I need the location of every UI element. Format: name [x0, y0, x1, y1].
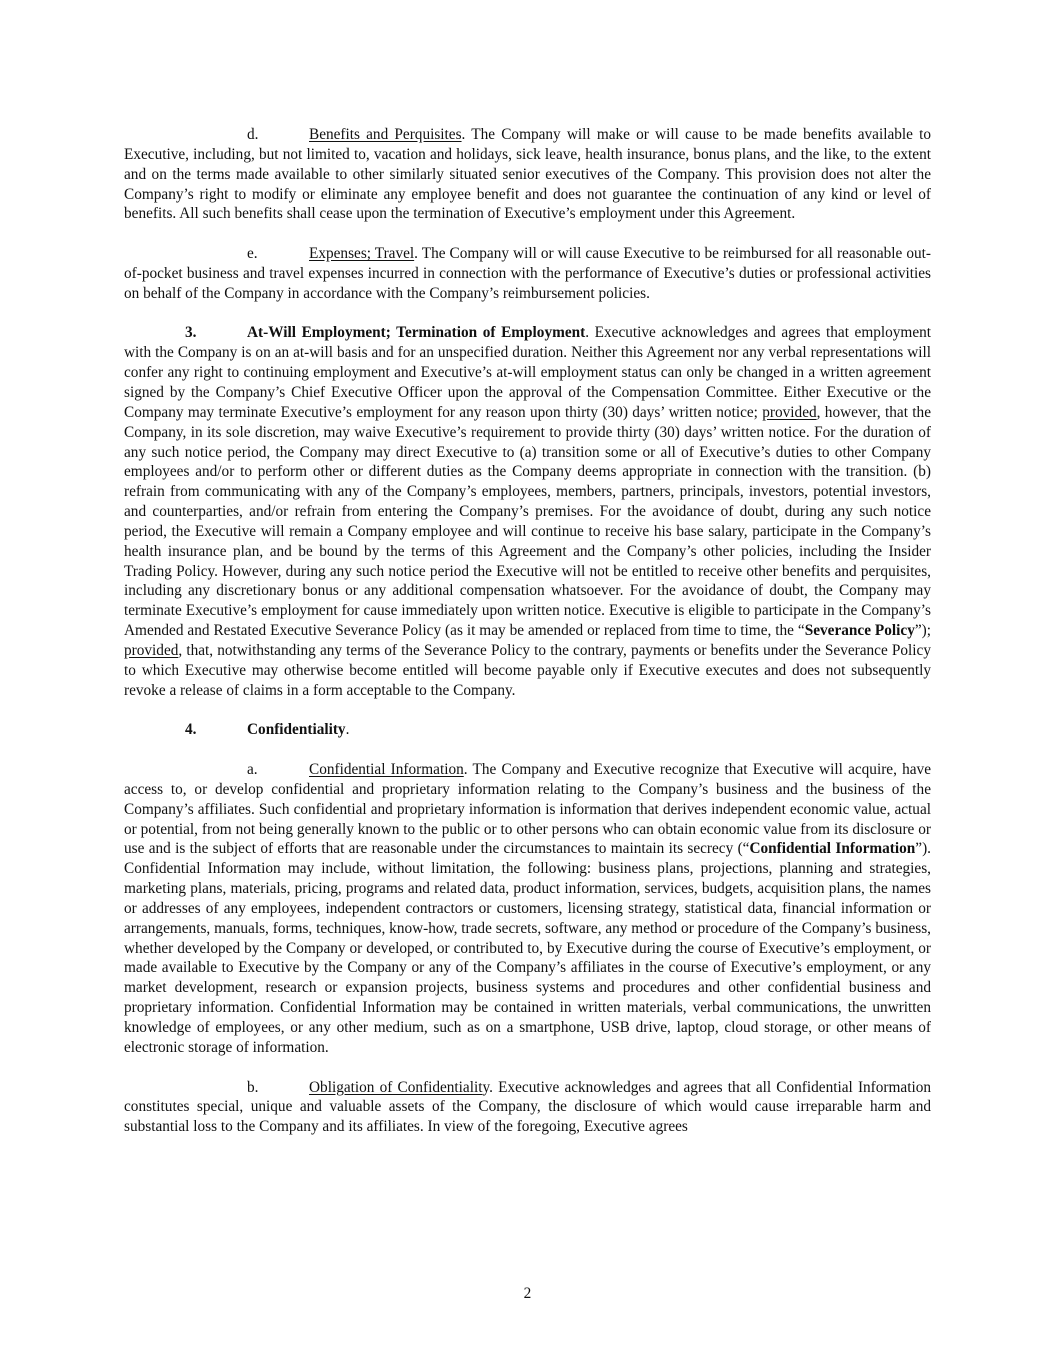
section-heading: At-Will Employment; Termination of Employment	[247, 324, 586, 342]
section-3-at-will-employment	[124, 323, 931, 700]
section-body: ”). Confidential Information may include, without limitation, the following: business plans, projections, planning and strategies, marketing plans, materials, pricing, programs and related data, product information, services, budgets, acquisition plans, the names or addresses of any employees, independent contractors or customers, licensing strategy, statistical data, financial information or arrangements, manuals, forms, techniques, know-how, trade secrets, software, any method or procedure of the Company’s business, whether developed by the Company or developed, or contributed to, by Executive during the course of Executive’s employment, or made available to Executive by the Company or any of the Company’s affiliates in the course of Executive’s employment, or any market development, research or expansion projects, business systems and procedures and other confidential business and proprietary information. Confidential Information may be contained in written materials, verbal communications, the unwritten knowledge of employees, or any other medium, such as on a smartphone, USB drive, laptop, cloud storage, or other means of electronic storage of information.	[124, 840, 931, 1056]
section-number: 4.	[185, 721, 197, 739]
section-4b-obligation-of-confidentiality	[124, 1078, 931, 1138]
section-label: b.	[247, 1078, 259, 1096]
section-body: The Company will or will cause Executive to be reimbursed for all reasonable out-of-pocket business and travel expenses incurred in connection with the performance of Executive’s duties or professional activities on behalf of the Company in accordance with the Company’s reimbursement policies.	[124, 245, 932, 302]
heading-punctuation: .	[463, 761, 468, 778]
section-body: The Company and Executive recognize that Executive will acquire, have access to, or develop confidential and proprietary information relating to the Company’s business and the business of the Company’s affiliates. Such confidential and proprietary information is information that derives independent economic value, actual or potential, from not being generally known to the public or to other persons who can obtain economic value from its disclosure or use and is the subject of efforts that are reasonable under the circumstances to maintain its secrecy (“	[124, 761, 931, 858]
defined-term: Severance Policy	[804, 622, 915, 640]
section-body: The Company will make or will cause to be made benefits available to Executive, including, but not limited to, vacation and holidays, sick leave, health insurance, bonus plans, and the like, to the extent and on the terms made available to other similarly situated senior executives of the Company. This provision does not alter the Company’s right to modify or eliminate any employee benefit and does not guarantee the continuation of any kind or level of benefits. All such benefits shall cease upon the termination of Executive’s employment under this Agreement.	[124, 126, 931, 223]
heading-punctuation: .	[489, 1078, 493, 1096]
section-number: 3.	[185, 324, 197, 342]
section-4a-confidential-information	[124, 760, 931, 1058]
section-body: , however, that the Company, in its sole discretion, may waive Executive’s requirement to provide thirty (30) days’ written notice. For the duration of any such notice period, the Company may direct Executive to (a) transition some or all of Executive’s duties to other Company employees and/or to perform other or different duties as the Company deems appropriate in connection with the transition. (b) refrain from communicating with any of the Company’s employees, members, partners, principals, investors, potential investors, and counterparties, and/or refrain from entering the Company’s premises. For the avoidance of doubt, during any such notice period, the Executive will remain a Company employee and will continue to receive his base salary, participate in the Company’s health insurance plan, and be bound by the terms of this Agreement and the Company’s other policies, including the Insider Trading Policy. However, during any such notice period the Executive will not be entitled to receive other benefits and perquisites, including any discretionary bonus or any additional compensation whatsoever. For the avoidance of doubt, the Company may terminate Executive’s employment for cause immediately upon written notice. Executive is eligible to participate in the Company’s Amended and Restated Executive Severance Policy (as it may be amended or replaced from time to time, the “	[124, 403, 931, 640]
section-heading: Confidentiality	[247, 721, 346, 739]
section-heading: Benefits and Perquisites	[309, 126, 462, 143]
heading-punctuation: .	[461, 126, 466, 143]
provided-term: provided	[762, 403, 817, 421]
defined-term: Confidential Information	[749, 840, 916, 858]
section-heading: Obligation of Confidentialit	[309, 1078, 483, 1096]
section-heading: Confidential Information	[309, 761, 464, 778]
heading-punctuation: .	[585, 324, 590, 342]
heading-punctuation: .	[345, 721, 350, 739]
provided-term: provided	[124, 641, 179, 659]
section-label: a.	[247, 761, 258, 778]
section-body: , that, notwithstanding any terms of the Severance Policy to the contrary, payments or benefits under the Severance Policy to which Executive may otherwise become entitled will become payable only if Executive executes and does not subsequently revoke a release of claims in a form acceptable to the Company.	[124, 641, 931, 699]
section-body: Executive acknowledges and agrees that all Confidential Information constitutes special, unique and valuable assets of the Company, the disclosure of which would cause irreparable harm and substantial loss to the Company and its affiliates. In view of the foregoing, Executive agrees	[124, 1078, 932, 1136]
section-heading: Expenses; Travel	[309, 245, 415, 263]
section-2e-expenses	[124, 244, 931, 304]
heading-tail: y	[482, 1078, 490, 1096]
page-number: 2	[523, 1285, 532, 1302]
document-page	[124, 125, 931, 1157]
heading-punctuation: .	[414, 245, 418, 263]
section-body: ”);	[914, 622, 932, 640]
section-2d-benefits	[124, 125, 931, 224]
section-body: Executive acknowledges and agrees that employment with the Company is on an at-will basis and for an unspecified duration. Neither this Agreement nor any verbal representations will confer any right to continuing employment and Executive’s at-will employment status can only be changed in a written agreement signed by the Company’s Chief Executive Officer upon the approval of the Compensation Committee. Either Executive or the Company may terminate Executive’s employment for any reason upon thirty (30) days’ written notice;	[124, 324, 932, 421]
section-label: e.	[247, 245, 258, 263]
section-4-confidentiality	[124, 720, 931, 740]
section-label: d.	[247, 126, 259, 143]
